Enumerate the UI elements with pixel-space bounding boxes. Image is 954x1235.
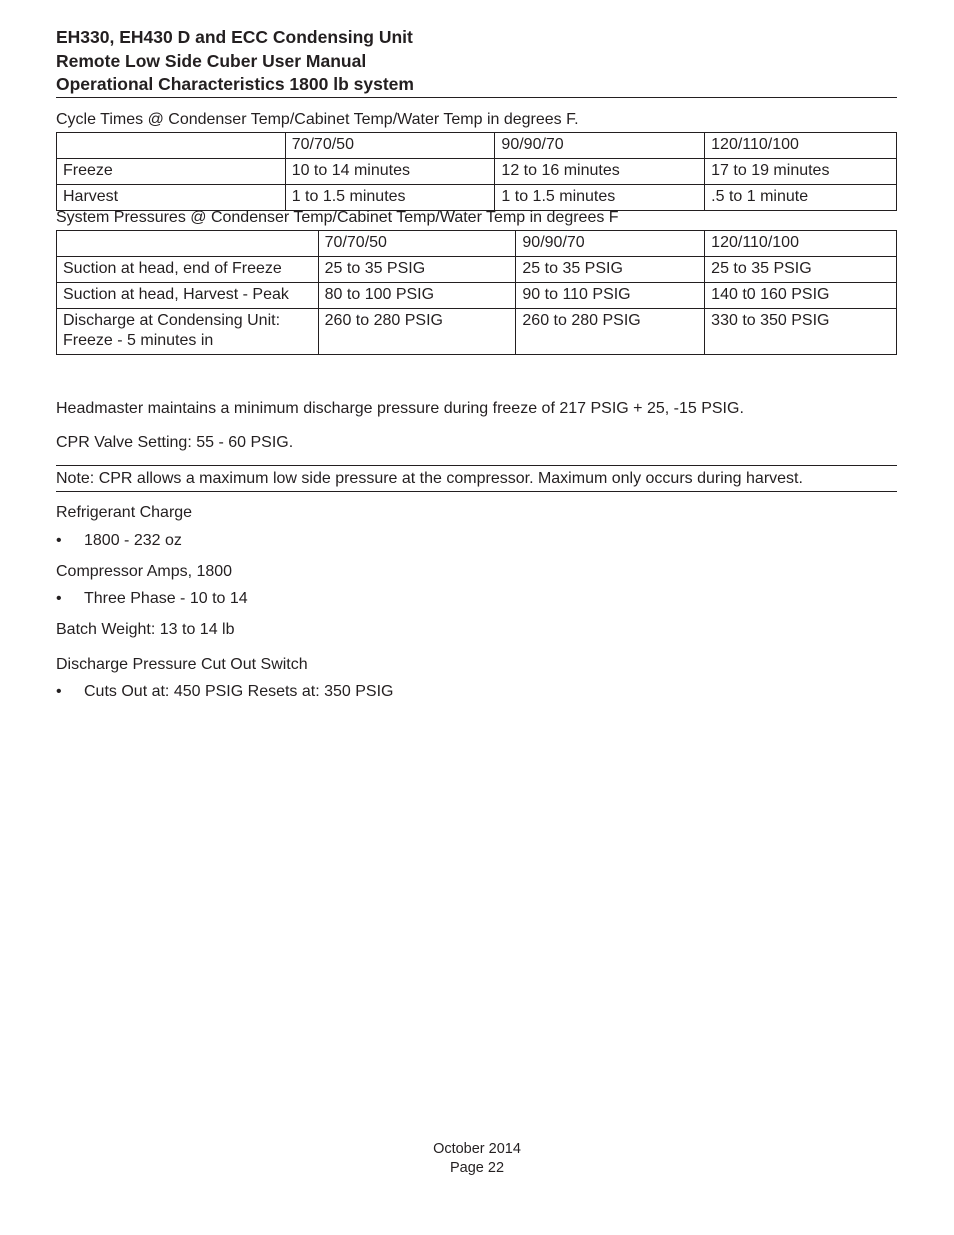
headmaster-paragraph: Headmaster maintains a minimum discharge pressure during freeze of 217 PSIG + 25, -15 PSIG. [56, 400, 744, 417]
list-item-text: Three Phase - 10 to 14 [84, 590, 248, 607]
bullet-icon: • [56, 683, 62, 700]
table-cell: 120/110/100 [705, 133, 897, 159]
table-cell: 80 to 100 PSIG [318, 283, 516, 309]
note-text: Note: CPR allows a maximum low side pressure at the compressor. Maximum only occurs during harvest. [56, 470, 803, 487]
cycle-times-table [56, 132, 897, 211]
cell-line: Discharge at Condensing Unit: [63, 312, 281, 329]
table-cell: Suction at head, Harvest - Peak [57, 283, 319, 309]
table-cell: Suction at head, end of Freeze [57, 257, 319, 283]
table-cell: 90 to 110 PSIG [516, 283, 705, 309]
system-pressures-caption: System Pressures @ Condenser Temp/Cabinet Temp/Water Temp in degrees F [56, 209, 619, 226]
table-cell: 140 t0 160 PSIG [705, 283, 897, 309]
table-cell: Freeze [57, 159, 286, 185]
bullet-icon: • [56, 532, 62, 549]
table-header-row [57, 133, 897, 159]
table-cell: 25 to 35 PSIG [318, 257, 516, 283]
table-cell: 1 to 1.5 minutes [495, 185, 705, 211]
cpr-setting-paragraph: CPR Valve Setting: 55 - 60 PSIG. [56, 434, 294, 451]
table-cell: 70/70/50 [318, 231, 516, 257]
document-title: EH330, EH430 D and ECC Condensing Unit [56, 27, 413, 47]
manual-subtitle: Remote Low Side Cuber User Manual [56, 50, 367, 71]
table-cell [57, 231, 319, 257]
list-item-text: Cuts Out at: 450 PSIG Resets at: 350 PSIG [84, 683, 394, 700]
page-header [56, 26, 897, 97]
footer-page-number: Page 22 [449, 1160, 505, 1176]
table-cell: 90/90/70 [516, 231, 705, 257]
table-header-row [57, 231, 897, 257]
list-item-text: 1800 - 232 oz [84, 532, 182, 549]
table-cell: 120/110/100 [705, 231, 897, 257]
note-box [56, 465, 897, 492]
header-divider [56, 97, 897, 98]
system-pressures-table [56, 230, 897, 355]
table-cell: .5 to 1 minute [705, 185, 897, 211]
table-row [57, 185, 897, 211]
table-cell: 17 to 19 minutes [705, 159, 897, 185]
table-cell: 260 to 280 PSIG [516, 309, 705, 355]
table-cell: 90/90/70 [495, 133, 705, 159]
table-cell [57, 133, 286, 159]
table-cell: 10 to 14 minutes [285, 159, 495, 185]
switch-heading: Discharge Pressure Cut Out Switch [56, 656, 308, 673]
section-title: Operational Characteristics 1800 lb system [56, 74, 414, 94]
amps-heading: Compressor Amps, 1800 [56, 563, 233, 580]
table-cell: 330 to 350 PSIG [705, 309, 897, 355]
table-row [57, 257, 897, 283]
table-cell: 12 to 16 minutes [495, 159, 705, 185]
table-row [57, 309, 897, 355]
table-cell: 1 to 1.5 minutes [285, 185, 495, 211]
table-row [57, 159, 897, 185]
table-cell: Harvest [57, 185, 286, 211]
cycle-times-caption: Cycle Times @ Condenser Temp/Cabinet Temp/Water Temp in degrees F. [56, 111, 579, 128]
table-cell: 70/70/50 [285, 133, 495, 159]
batch-weight: Batch Weight: 13 to 14 lb [56, 621, 235, 638]
cell-line: Freeze - 5 minutes in [63, 332, 214, 349]
table-cell [57, 309, 319, 355]
table-cell: 25 to 35 PSIG [516, 257, 705, 283]
bullet-icon: • [56, 590, 62, 607]
table-row [57, 283, 897, 309]
table-cell: 260 to 280 PSIG [318, 309, 516, 355]
table-cell: 25 to 35 PSIG [705, 257, 897, 283]
refrigerant-heading: Refrigerant Charge [56, 504, 193, 521]
footer-date: October 2014 [433, 1141, 521, 1157]
